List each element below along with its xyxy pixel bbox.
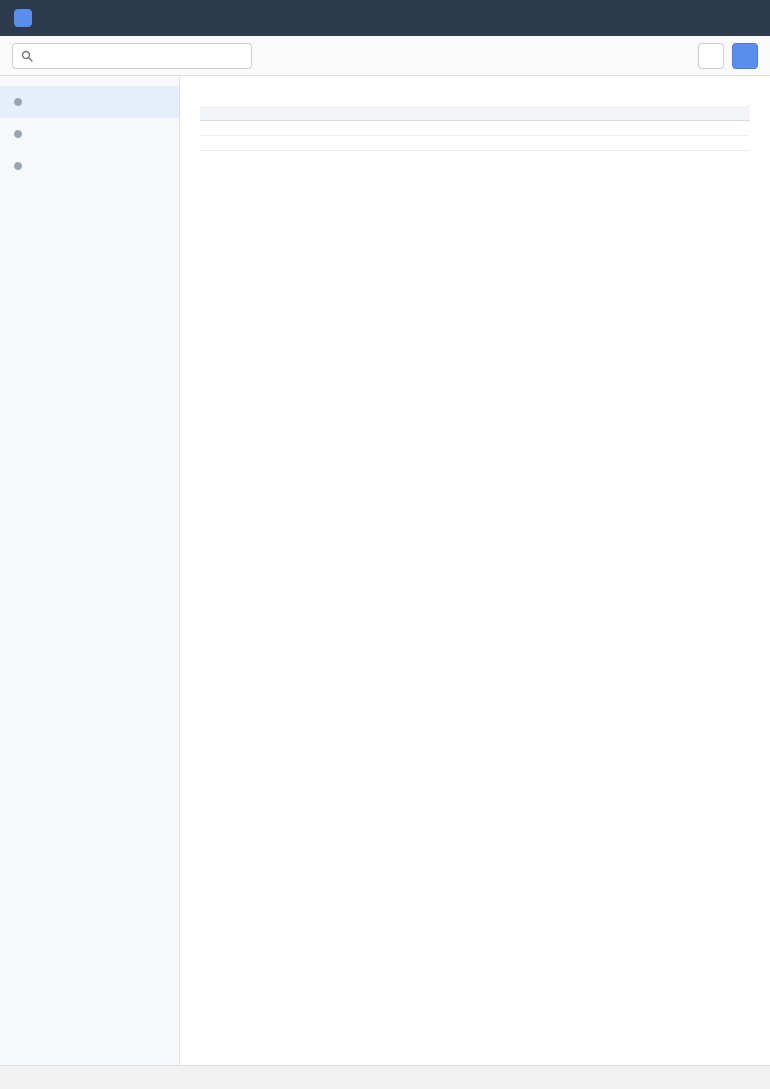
table-cell xyxy=(567,121,750,136)
search-input[interactable] xyxy=(39,48,243,64)
sidebar-item-icon xyxy=(14,98,22,106)
app-logo-icon xyxy=(14,9,32,27)
column-header[interactable] xyxy=(383,106,566,121)
table-body xyxy=(200,121,750,151)
sidebar-item-2[interactable] xyxy=(0,118,179,150)
toolbar xyxy=(0,36,770,76)
table-cell xyxy=(200,136,383,151)
data-table xyxy=(200,106,750,151)
app-header xyxy=(0,0,770,36)
search-box[interactable] xyxy=(12,43,252,69)
table-cell xyxy=(567,136,750,151)
toolbar-button-2[interactable] xyxy=(732,43,758,69)
table-head xyxy=(200,106,750,121)
sidebar-item-1[interactable] xyxy=(0,86,179,118)
search-icon xyxy=(21,50,33,62)
table-header-row xyxy=(200,106,750,121)
sidebar-item-icon xyxy=(14,130,22,138)
table-row[interactable] xyxy=(200,121,750,136)
toolbar-button-1[interactable] xyxy=(698,43,724,69)
main-content xyxy=(180,76,770,1065)
workspace xyxy=(0,76,770,1065)
sidebar-item-icon xyxy=(14,162,22,170)
status-bar xyxy=(0,1065,770,1089)
table-cell xyxy=(383,121,566,136)
table-cell xyxy=(383,136,566,151)
sidebar-item-3[interactable] xyxy=(0,150,179,182)
sidebar xyxy=(0,76,180,1065)
table-cell xyxy=(200,121,383,136)
column-header[interactable] xyxy=(200,106,383,121)
column-header[interactable] xyxy=(567,106,750,121)
table-row[interactable] xyxy=(200,136,750,151)
